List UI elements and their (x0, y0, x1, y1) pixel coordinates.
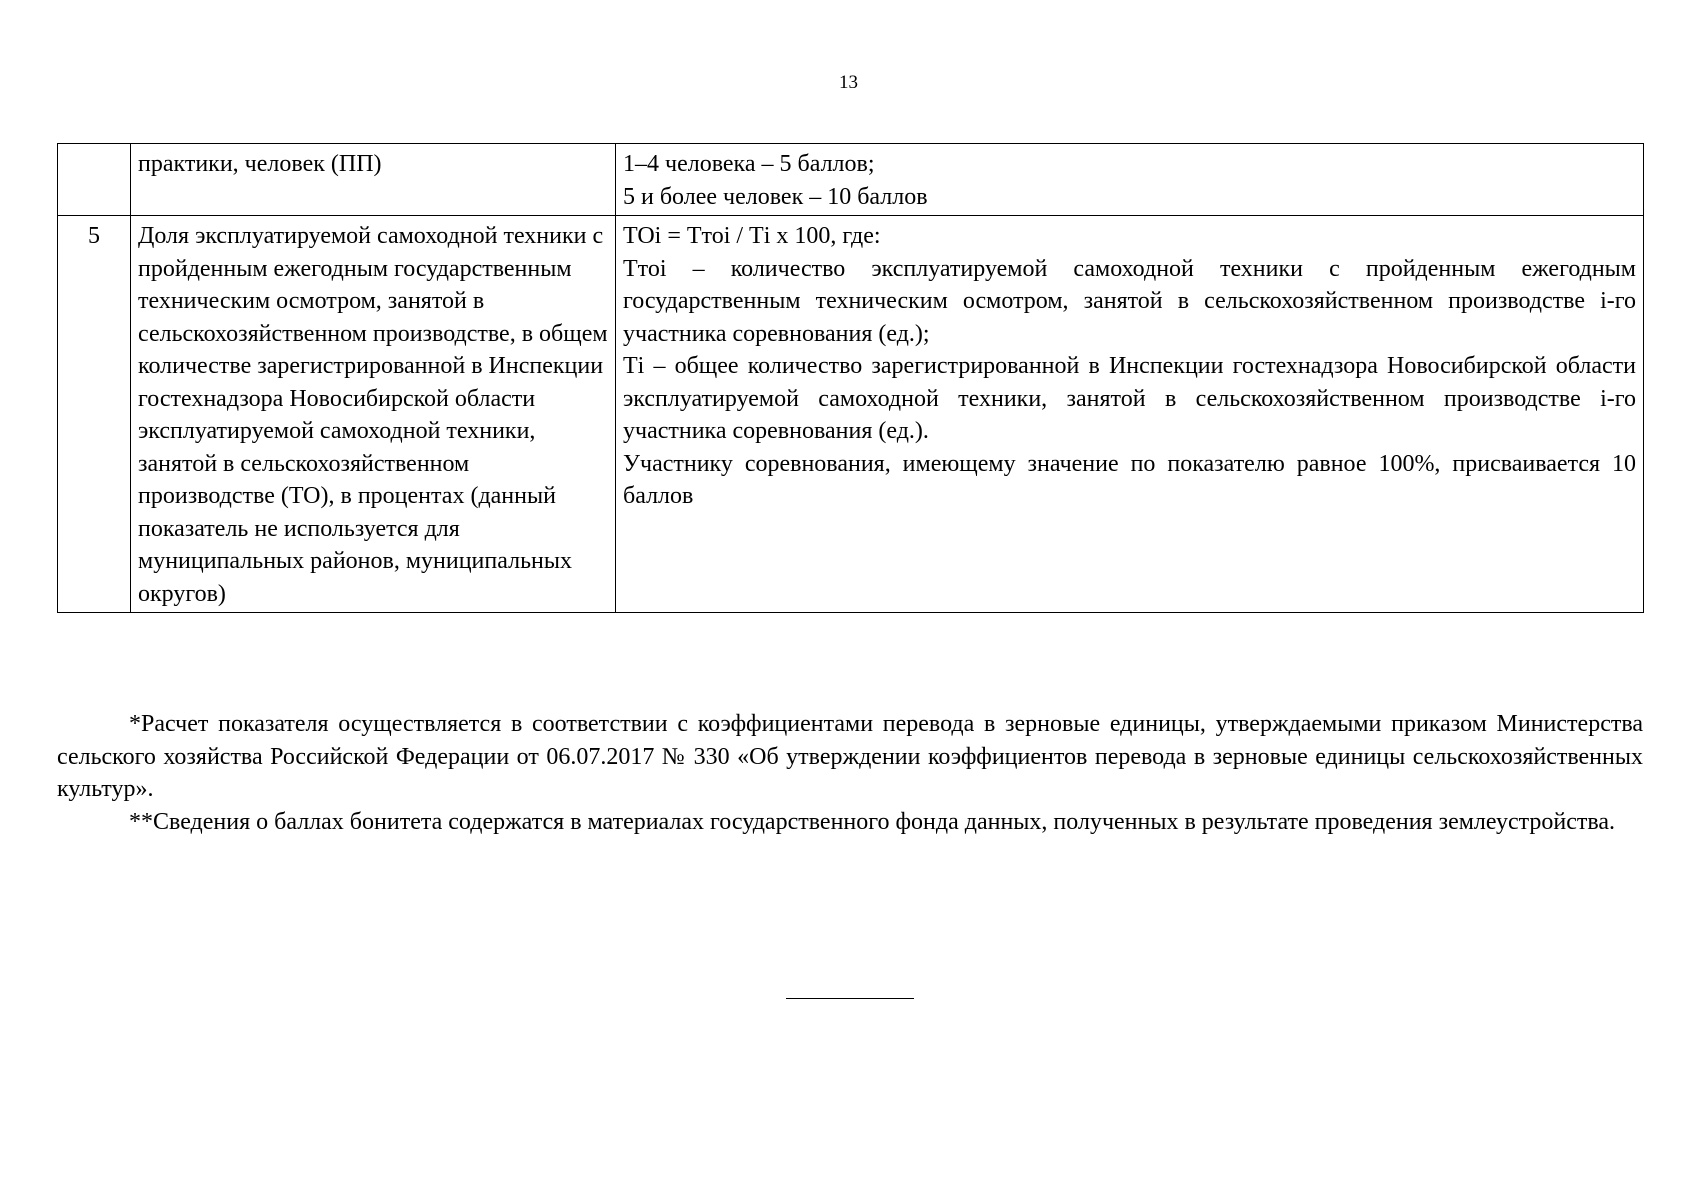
scoring-line: 1–4 человека – 5 баллов; (623, 151, 875, 177)
scoring-cell (616, 216, 1644, 613)
footnote: *Расчет показателя осуществляется в соответствии с коэффициентами перевода в зерновые единицы, утверждаемыми приказом Министерства сельского хозяйства Российской Федерации от 06.07.2017 № 330 «Об утверждении коэффициентов перевода в зерновые единицы сельскохозяйственных культур». (57, 711, 1643, 802)
footnotes (57, 708, 1643, 838)
table-row (58, 216, 1644, 613)
scoring-rule-line: Участнику соревнования, имеющему значение по показателю равное 100%, присваивается 10 баллов (623, 450, 1636, 509)
definition-line: Ттоi – количество эксплуатируемой самоходной техники с пройденным ежегодным государственным техническим осмотром, занятой в сельскохозяйственном производстве i-го участника соревнования (ед.); (623, 255, 1636, 347)
formula-line: ТОi = Ттоi / Тi х 100, где: (623, 223, 881, 249)
scoring-line: 5 и более человек – 10 баллов (623, 183, 928, 210)
scoring-cell (616, 144, 1644, 216)
end-separator-line (786, 998, 914, 999)
criterion-cell: Доля эксплуатируемой самоходной техники с пройденным ежегодным государственным техническим осмотром, занятой в сельскохозяйственном производстве, в общем количестве зарегистрированной в Инспекции гостехнадзора Новосибирской области эксплуатируемой самоходной техники, занятой в сельскохозяйственном производстве (ТО), в процентах (данный показатель не используется для муниципальных районов, муниципальных округов) (131, 216, 616, 613)
criteria-table (57, 143, 1644, 613)
footnote: **Сведения о баллах бонитета содержатся в материалах государственного фонда данных, полученных в результате проведения землеустройства. (129, 808, 1616, 835)
row-number-cell: 5 (58, 216, 131, 613)
criterion-cell: практики, человек (ПП) (131, 144, 616, 216)
page-number: 13 (839, 72, 858, 93)
table-row (58, 144, 1644, 216)
definition-line: Тi – общее количество зарегистрированной в Инспекции гостехнадзора Новосибирской области эксплуатируемой самоходной техники, занятой в сельскохозяйственном производстве i-го участника соревнования (ед.). (623, 353, 1636, 444)
row-number-cell (58, 144, 131, 216)
